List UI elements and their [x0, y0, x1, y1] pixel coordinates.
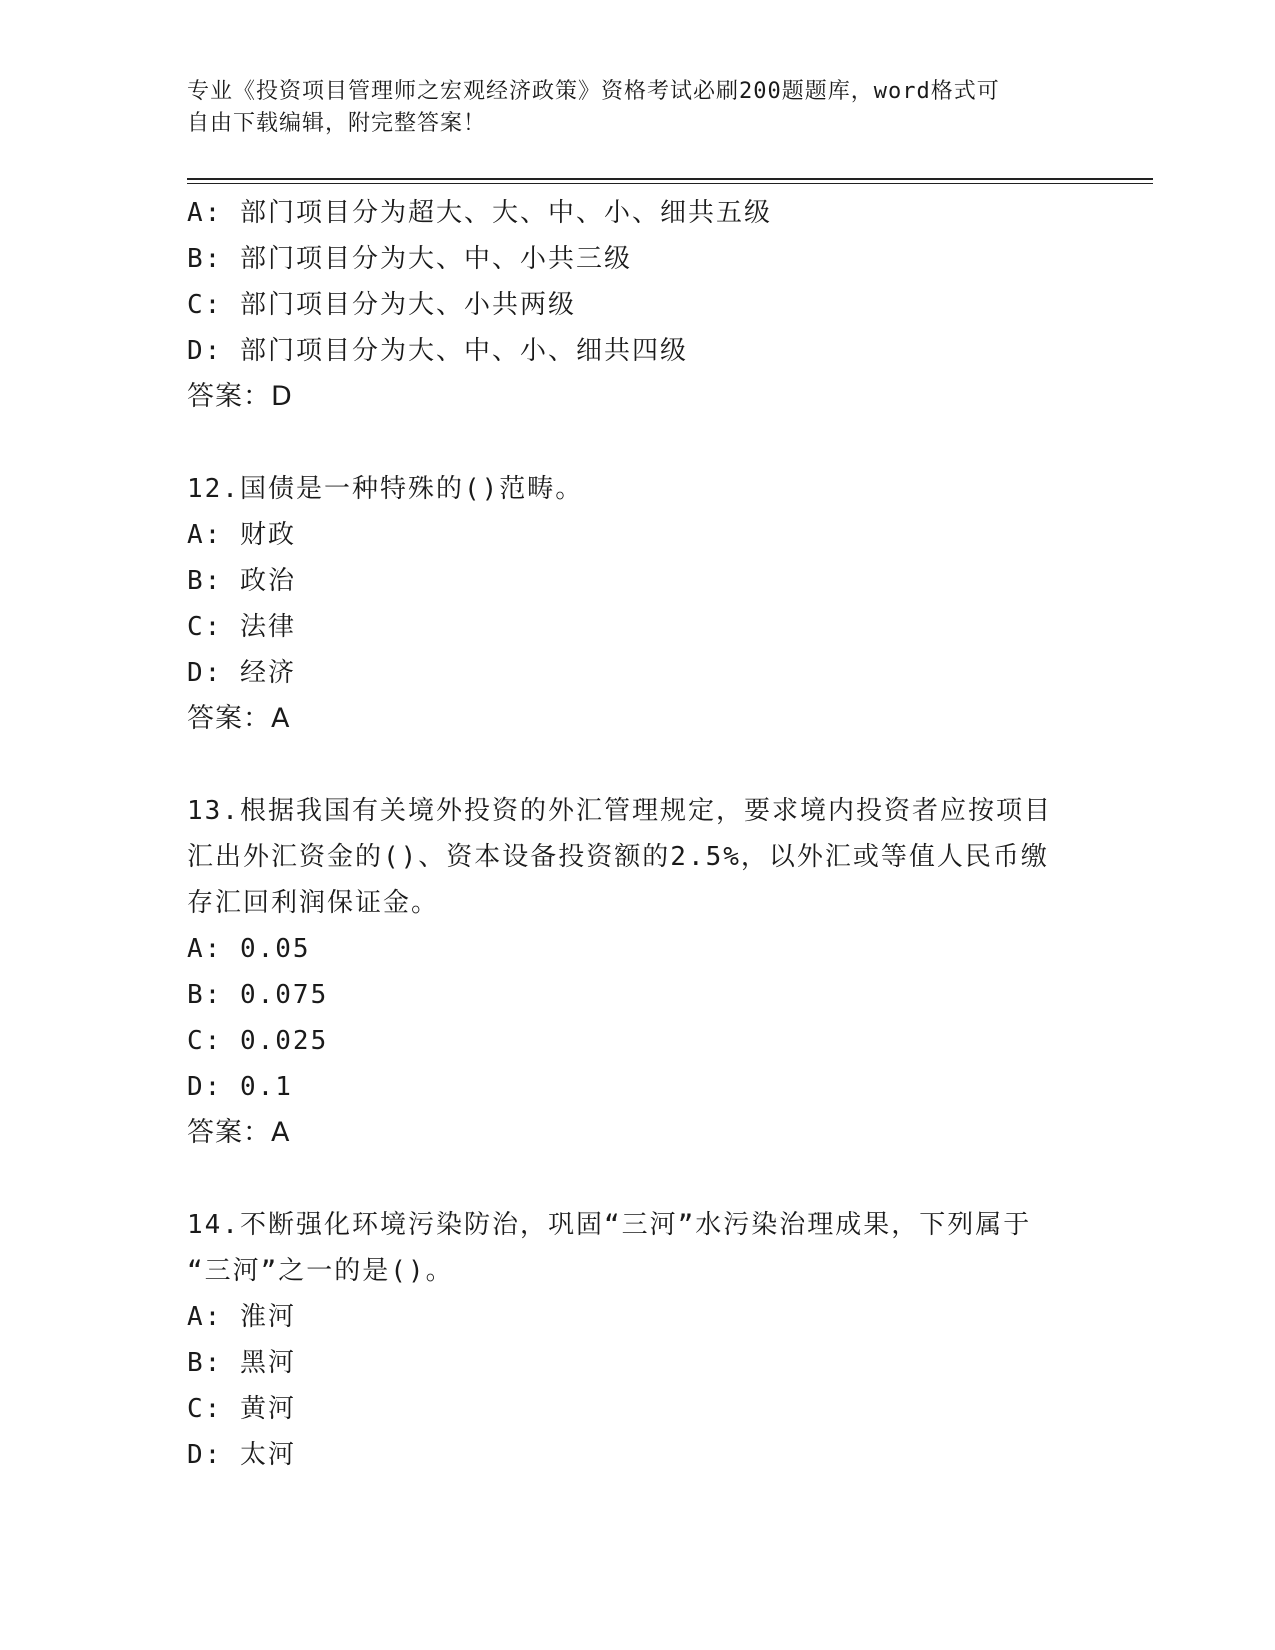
question-list: [187, 190, 1087, 1478]
answer-line: 答案：A: [187, 703, 291, 734]
document-header: [187, 76, 1067, 140]
answer-line: 答案：A: [187, 1117, 291, 1148]
question-stem-line-3: 存汇回利润保证金。: [187, 888, 440, 918]
option-d: D: 经济: [187, 658, 296, 688]
option-a: A: 淮河: [187, 1302, 296, 1332]
question-13: [187, 788, 1087, 1156]
option-c: C: 0.025: [187, 1026, 329, 1056]
header-divider: [187, 178, 1153, 184]
question-14: [187, 1202, 1087, 1478]
option-d: D: 太河: [187, 1440, 296, 1470]
option-b: B: 政治: [187, 566, 296, 596]
question-stem-line-1: 14.不断强化环境污染防治，巩固“三河”水污染治理成果，下列属于: [187, 1210, 1032, 1240]
answer-line: 答案：D: [187, 381, 293, 412]
question-stem: 12.国债是一种特殊的()范畴。: [187, 474, 584, 504]
spacer: [187, 1156, 1087, 1202]
header-title-line-2: 自由下载编辑，附完整答案！: [187, 111, 487, 136]
option-a: A: 部门项目分为超大、大、中、小、细共五级: [187, 198, 772, 228]
option-a: A: 0.05: [187, 934, 311, 964]
option-b: B: 黑河: [187, 1348, 296, 1378]
question-11: [187, 190, 1087, 420]
option-b: B: 0.075: [187, 980, 329, 1010]
question-stem-line-2: “三河”之一的是()。: [187, 1256, 454, 1286]
option-b: B: 部门项目分为大、中、小共三级: [187, 244, 632, 274]
spacer: [187, 420, 1087, 466]
question-12: [187, 466, 1087, 742]
option-d: D: 部门项目分为大、中、小、细共四级: [187, 336, 688, 366]
spacer: [187, 742, 1087, 788]
option-c: C: 法律: [187, 612, 296, 642]
option-c: C: 部门项目分为大、小共两级: [187, 290, 576, 320]
option-c: C: 黄河: [187, 1394, 296, 1424]
header-title-line-1: 专业《投资项目管理师之宏观经济政策》资格考试必刷200题题库，word格式可: [187, 79, 1000, 104]
question-stem-line-1: 13.根据我国有关境外投资的外汇管理规定，要求境内投资者应按项目: [187, 796, 1052, 826]
question-stem-line-2: 汇出外汇资金的()、资本设备投资额的2.5%，以外汇或等值人民币缴: [187, 842, 1049, 872]
option-a: A: 财政: [187, 520, 296, 550]
option-d: D: 0.1: [187, 1072, 293, 1102]
